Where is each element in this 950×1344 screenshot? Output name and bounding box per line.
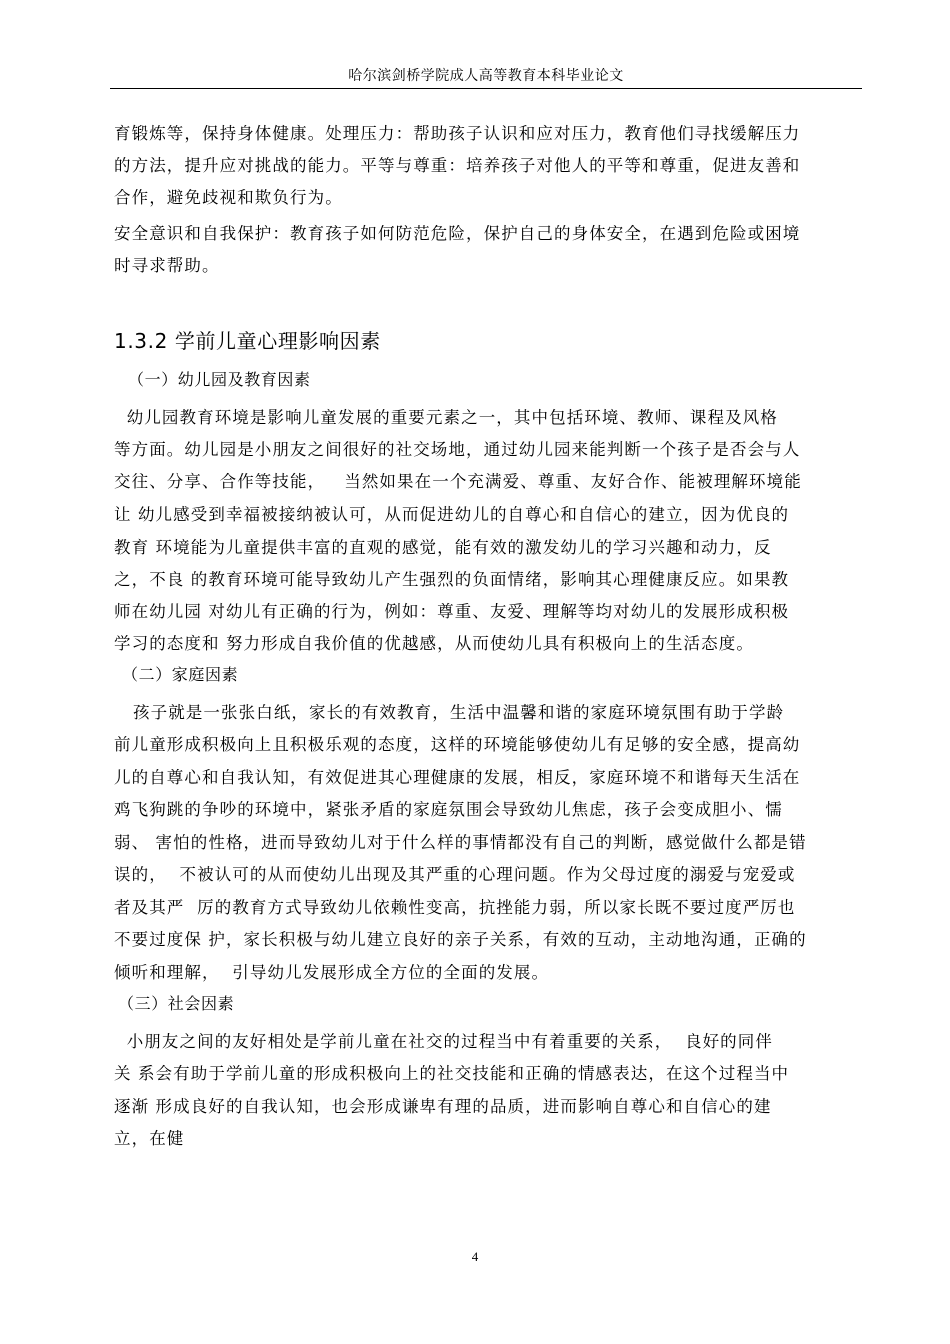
text-line: 师在幼儿园 对幼儿有正确的行为，例如：尊重、友爱、理解等均对幼儿的发展形成积极: [114, 602, 790, 621]
subsection-title: （二）家庭因素: [122, 665, 239, 684]
text-line: 者及其严 厉的教育方式导致幼儿依赖性变高，抗挫能力弱，所以家长既不要过度严厉也: [114, 898, 796, 917]
text-line: 幼儿园教育环境是影响儿童发展的重要元素之一，其中包括环境、教师、课程及风格: [114, 408, 778, 427]
text-line: 弱、 害怕的性格，进而导致幼儿对于什么样的事情都没有自己的判断，感觉做什么都是错: [114, 833, 807, 852]
text-line: 立，在健: [114, 1129, 185, 1148]
text-line: 前儿童形成积极向上且积极乐观的态度，这样的环境能够使幼儿有足够的安全感，提高幼: [114, 735, 801, 754]
text-line: 学习的态度和 努力形成自我价值的优越感，从而使幼儿具有积极向上的生活态度。: [114, 634, 754, 653]
subsection-title: （三）社会因素: [118, 994, 235, 1013]
text-line: 交往、分享、合作等技能， 当然如果在一个充满爱、尊重、友好合作、能被理解环境能: [114, 472, 802, 491]
text-line: 误的， 不被认可的从而使幼儿出现及其严重的心理问题。作为父母过度的溺爱与宠爱或: [114, 865, 796, 884]
text-line: 关 系会有助于学前儿童的形成积极向上的社交技能和正确的情感表达，在这个过程当中: [114, 1064, 790, 1083]
text-line: 小朋友之间的友好相处是学前儿童在社交的过程当中有着重要的关系， 良好的同伴: [114, 1032, 773, 1051]
text-line: 育锻炼等，保持身体健康。处理压力：帮助孩子认识和应对压力，教育他们寻找缓解压力: [114, 124, 801, 143]
text-line: 逐渐 形成良好的自我认知，也会形成谦卑有理的品质，进而影响自尊心和自信心的建: [114, 1097, 772, 1116]
text-line: 让 幼儿感受到幸福被接纳被认可，从而促进幼儿的自尊心和自信心的建立，因为优良的: [114, 505, 790, 524]
text-line: 不要过度保 护，家长积极与幼儿建立良好的亲子关系，有效的互动，主动地沟通，正确的: [114, 930, 807, 949]
text-line: 合作，避免歧视和欺负行为。: [114, 188, 343, 207]
text-line: 教育 环境能为儿童提供丰富的直观的感觉，能有效的激发幼儿的学习兴趣和动力，反: [114, 538, 772, 557]
text-line: 之，不良 的教育环境可能导致幼儿产生强烈的负面情绪，影响其心理健康反应。如果教: [114, 570, 790, 589]
running-header: 哈尔滨剑桥学院成人高等教育本科毕业论文: [348, 68, 624, 84]
text-line: 等方面。幼儿园是小朋友之间很好的社交场地，通过幼儿园来能判断一个孩子是否会与人: [114, 440, 801, 459]
section-heading: 1.3.2 学前儿童心理影响因素: [114, 329, 381, 353]
text-line: 孩子就是一张张白纸，家长的有效教育，生活中温馨和谐的家庭环境氛围有助于学龄: [114, 703, 785, 722]
header-divider: [110, 88, 862, 89]
text-line: 时寻求帮助。: [114, 256, 220, 275]
subsection-title: （一）幼儿园及教育因素: [128, 370, 311, 389]
text-line: 安全意识和自我保护：教育孩子如何防范危险，保护自己的身体安全，在遇到危险或困境: [114, 224, 801, 243]
page-number: 4: [471, 1249, 479, 1264]
text-line: 鸡飞狗跳的争吵的环境中，紧张矛盾的家庭氛围会导致幼儿焦虑，孩子会变成胆小、懦: [114, 800, 783, 819]
text-line: 倾听和理解， 引导幼儿发展形成全方位的全面的发展。: [114, 963, 550, 982]
text-line: 儿的自尊心和自我认知，有效促进其心理健康的发展，相反，家庭环境不和谐每天生活在: [114, 768, 801, 787]
text-line: 的方法，提升应对挑战的能力。平等与尊重：培养孩子对他人的平等和尊重，促进友善和: [114, 156, 801, 175]
